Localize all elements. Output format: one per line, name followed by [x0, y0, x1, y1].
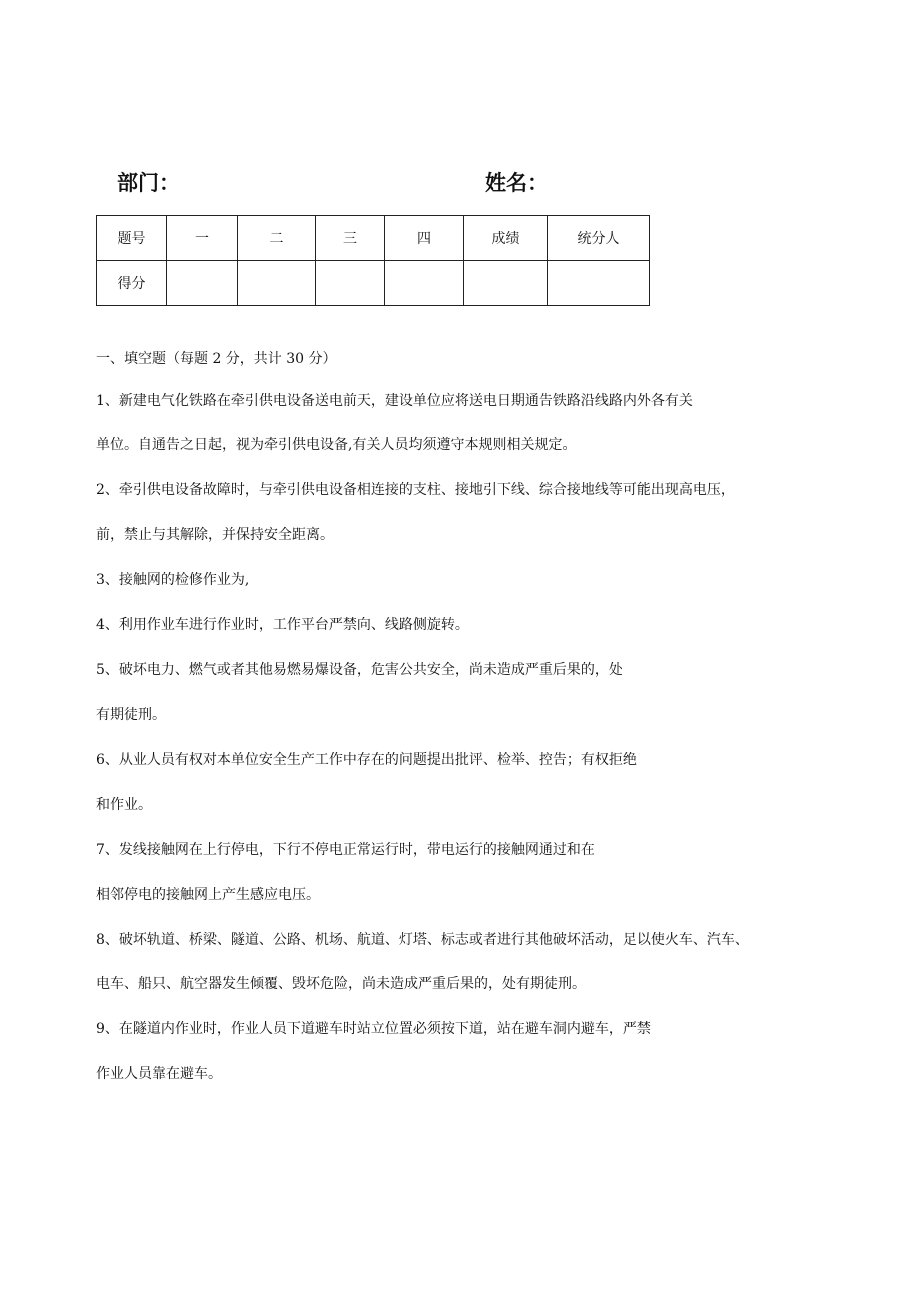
question-4-line-1: 4、利用作业车进行作业时，工作平台严禁向、线路侧旋转。	[96, 617, 469, 633]
question-2-line-2: 前，禁止与其解除，并保持安全距离。	[96, 527, 334, 543]
question-9-line-1: 9、在隧道内作业时，作业人员下道避车时站立位置必须按下道，站在避车洞内避车，严禁	[96, 1021, 651, 1037]
department-label: 部门：	[117, 171, 180, 195]
score-cell-part-2[interactable]	[238, 261, 316, 306]
question-2-line-1: 2、牵引供电设备故障时，与牵引供电设备相连接的支柱、接地引下线、综合接地线等可能出现高电压，	[96, 482, 735, 498]
question-3-line-1: 3、接触网的检修作业为,	[96, 572, 250, 588]
question-9-line-2: 作业人员靠在避车。	[96, 1066, 222, 1082]
score-cell-part-1[interactable]	[167, 261, 238, 306]
question-6-line-2: 和作业。	[96, 797, 152, 813]
question-7-line-1: 7、发线接触网在上行停电，下行不停电正常运行时，带电运行的接触网通过和在	[96, 842, 595, 858]
question-8-line-2: 电车、船只、航空器发生倾覆、毁坏危险，尚未造成严重后果的，处有期徒刑。	[96, 976, 586, 992]
section-title: 一、填空题（每题 2 分，共计 30 分）	[96, 351, 337, 367]
score-row-label: 得分	[97, 261, 167, 306]
header-cell-scorer: 统分人	[548, 216, 650, 261]
score-table-header-row	[97, 216, 650, 261]
question-1-line-1: 1、新建电气化铁路在牵引供电设备送电前天，建设单位应将送电日期通告铁路沿线路内外各有关	[96, 393, 693, 409]
header-cell-total-score: 成绩	[464, 216, 548, 261]
score-table	[96, 215, 650, 306]
score-cell-part-4[interactable]	[385, 261, 464, 306]
question-6-line-1: 6、从业人员有权对本单位安全生产工作中存在的问题提出批评、检举、控告；有权拒绝	[96, 752, 637, 768]
question-5-line-2: 有期徒刑。	[96, 707, 166, 723]
header-cell-part-3: 三	[316, 216, 385, 261]
header-cell-part-4: 四	[385, 216, 464, 261]
question-5-line-1: 5、破坏电力、燃气或者其他易燃易爆设备，危害公共安全，尚未造成严重后果的，处	[96, 662, 623, 678]
name-label: 姓名：	[485, 171, 548, 195]
header-cell-part-1: 一	[167, 216, 238, 261]
question-7-line-2: 相邻停电的接触网上产生感应电压。	[96, 887, 320, 903]
header-cell-question-number: 题号	[97, 216, 167, 261]
question-8-line-1: 8、破坏轨道、桥梁、隧道、公路、机场、航道、灯塔、标志或者进行其他破坏活动，足以使火车、汽车、	[96, 932, 749, 948]
header-cell-part-2: 二	[238, 216, 316, 261]
question-1-line-2: 单位。自通告之日起，视为牵引供电设备,有关人员均须遵守本规则相关规定。	[96, 437, 577, 453]
score-table-score-row	[97, 261, 650, 306]
score-cell-total[interactable]	[464, 261, 548, 306]
score-cell-scorer[interactable]	[548, 261, 650, 306]
score-cell-part-3[interactable]	[316, 261, 385, 306]
